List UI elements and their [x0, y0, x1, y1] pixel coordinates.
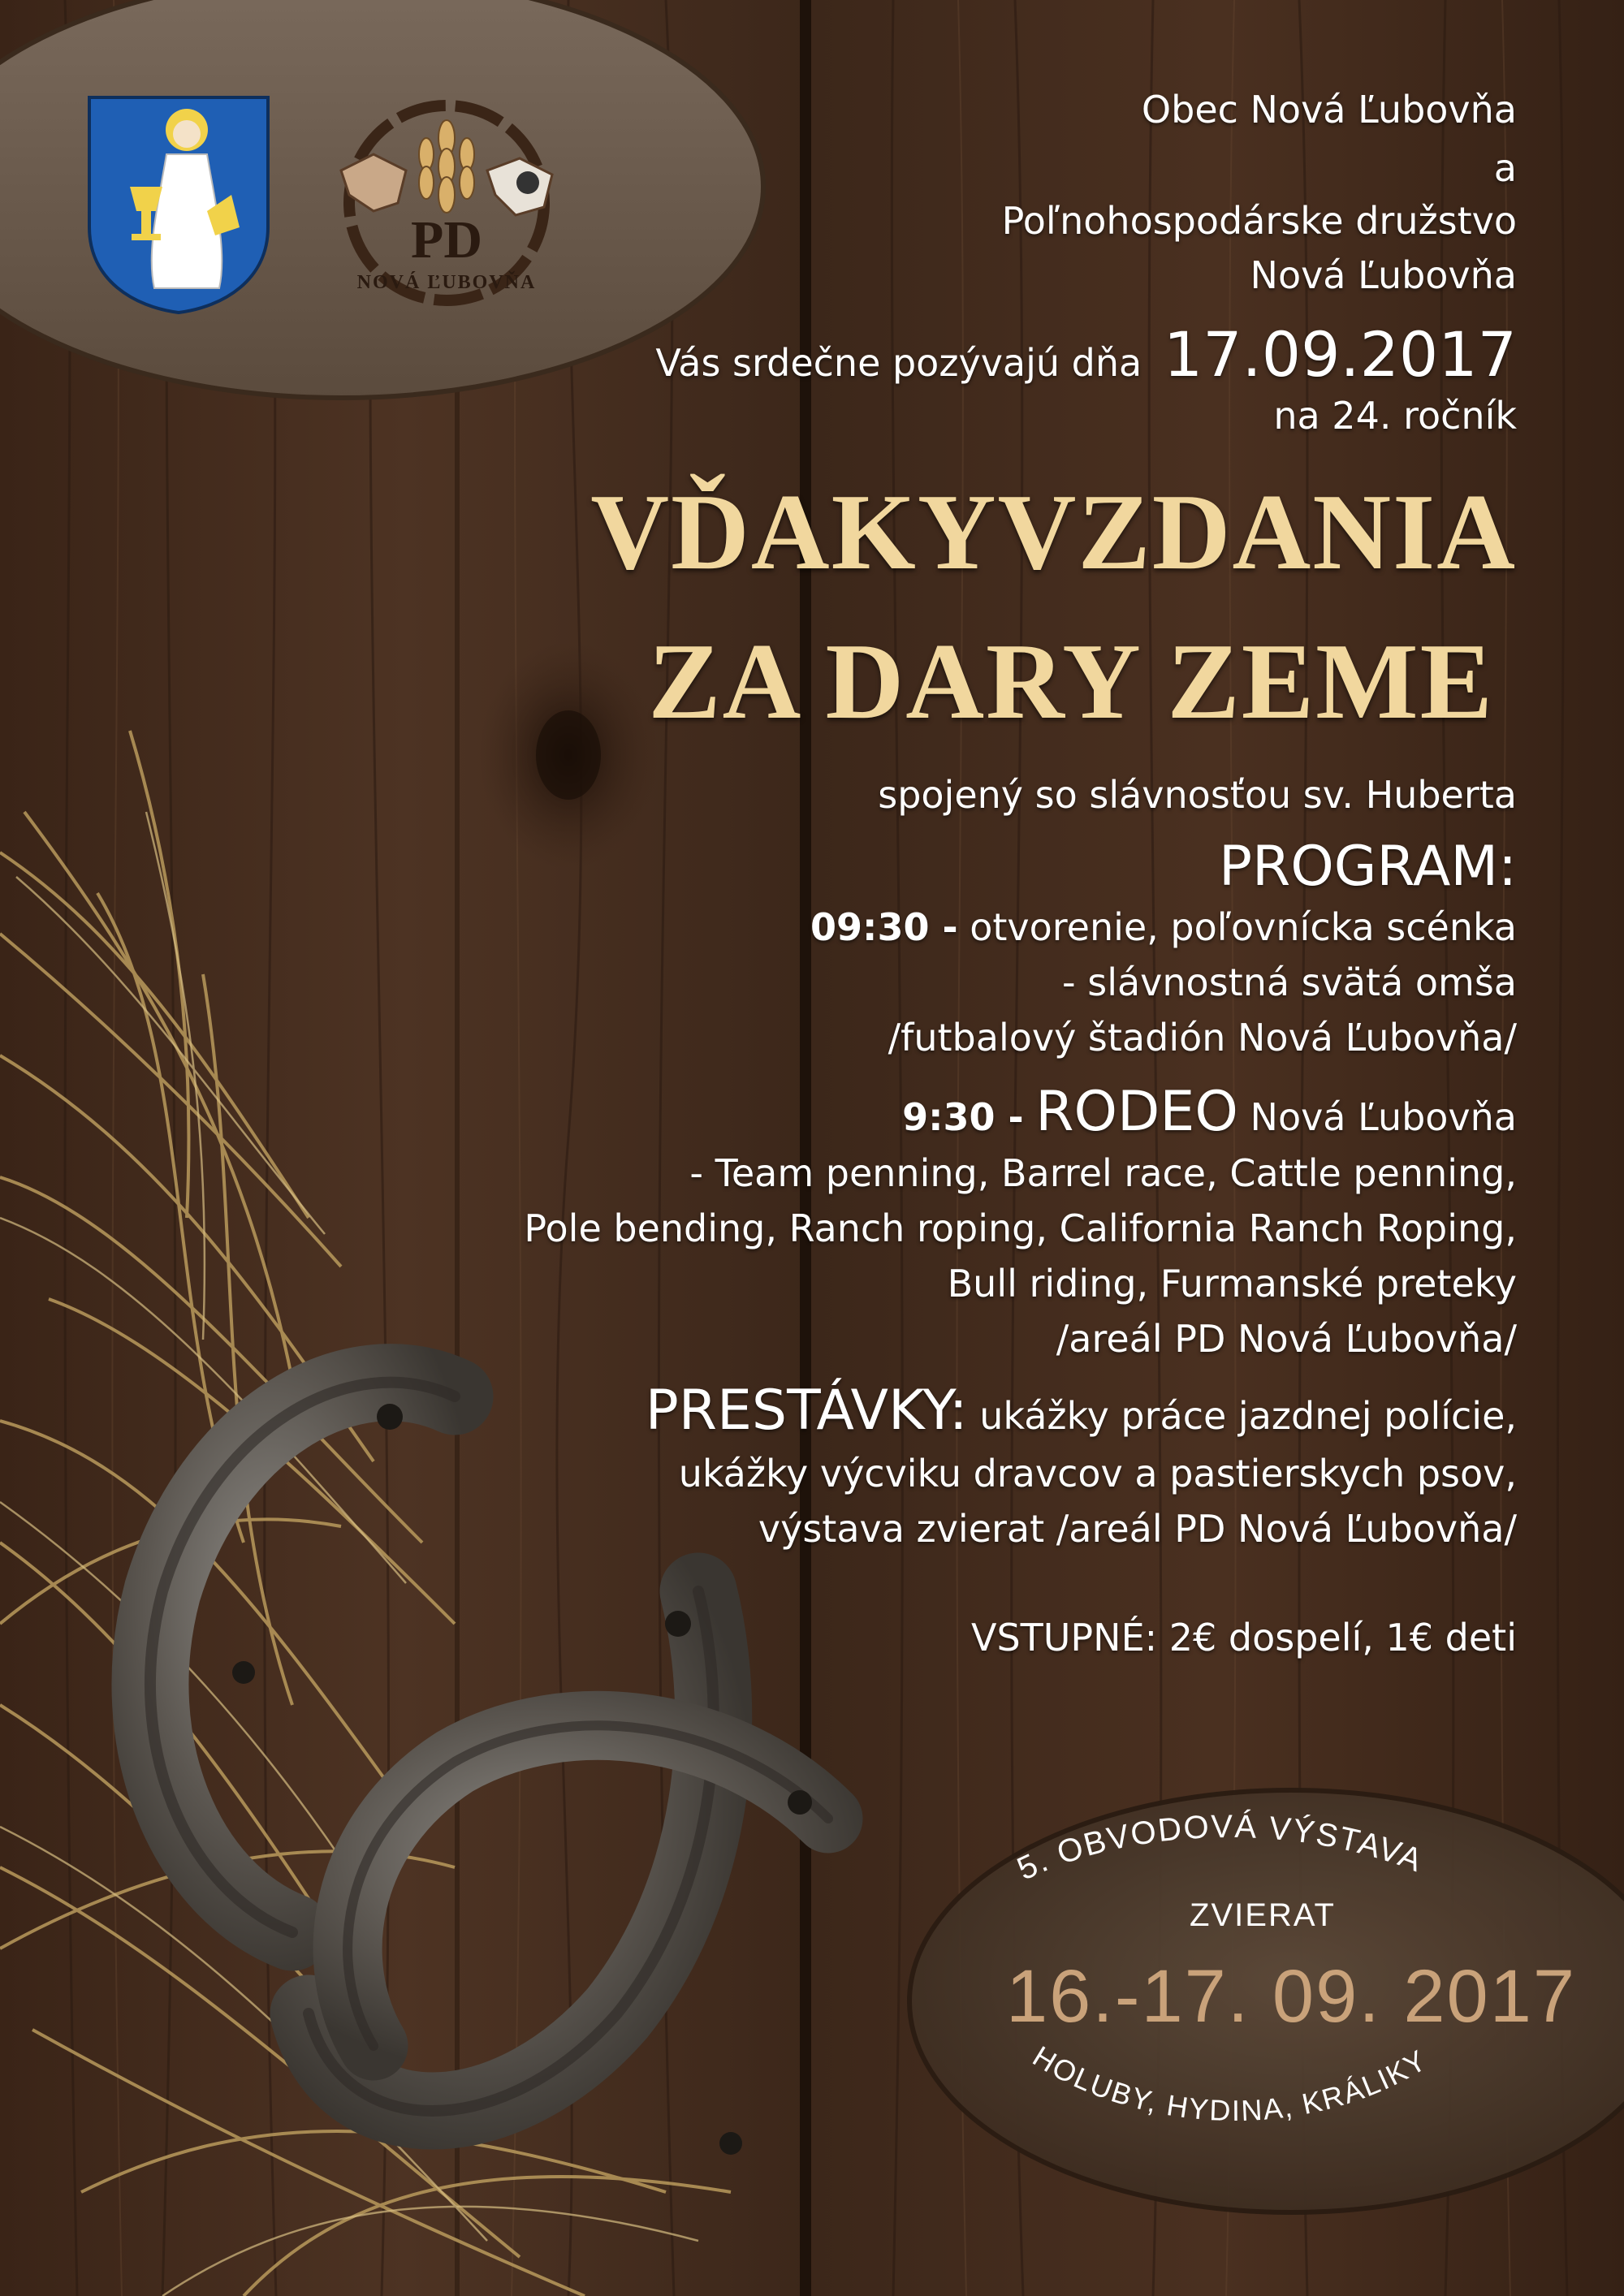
program-item2-line3: Pole bending, Ranch roping, California Ranch Roping,: [524, 1206, 1517, 1250]
subtitle: spojený so slávnosťou sv. Huberta: [878, 773, 1517, 817]
program-item2-time: 9:30 -: [902, 1095, 1024, 1139]
program-item1-line2: - slávnostná svätá omša: [1062, 960, 1517, 1004]
program-item2-word: RODEO: [1035, 1080, 1238, 1144]
breaks-line2: ukážky výcviku dravcov a pastierskych psov,: [678, 1452, 1517, 1495]
pd-logo-name: NOVÁ ĽUBOVŇA: [356, 272, 537, 293]
program-item2-place: /areál PD Nová Ľubovňa/: [1056, 1317, 1517, 1361]
program-item1-time: 09:30 -: [810, 905, 958, 949]
exhibition-title-line1: 5. OBVODOVÁ VÝSTAVA: [1012, 1808, 1428, 1888]
admission-fee: VSTUPNÉ: 2€ dospelí, 1€ deti: [970, 1616, 1517, 1659]
pd-logo-letters: PD: [411, 210, 482, 270]
exhibition-dates: 16.-17. 09. 2017: [1005, 1955, 1577, 2038]
exhibition-animals: HOLUBY, HYDINA, KRÁLIKY: [1026, 2039, 1433, 2128]
program-item2-line4: Bull riding, Furmanské preteky: [947, 1262, 1517, 1306]
program-heading: PROGRAM:: [1218, 835, 1517, 899]
main-title-line1: VĎAKYVZDANIA: [590, 472, 1517, 592]
organizer-municipality: Obec Nová Ľubovňa: [1141, 88, 1517, 132]
edition-line: na 24. ročník: [1273, 394, 1517, 438]
breaks-text1: ukážky práce jazdnej polície,: [979, 1394, 1517, 1438]
event-date: 17.09.2017: [1163, 318, 1517, 391]
breaks-heading: PRESTÁVKY:: [645, 1379, 968, 1443]
organizer-cooperative: Poľnohospodárske družstvo: [1001, 199, 1517, 243]
organizer-cooperative-town: Nová Ľubovňa: [1250, 253, 1517, 297]
organizer-conjunction: a: [1493, 146, 1517, 190]
program-item1-place: /futbalový štadión Nová Ľubovňa/: [888, 1016, 1517, 1060]
program-item2-line2: - Team penning, Barrel race, Cattle penning,: [689, 1151, 1517, 1195]
invitation-text: Vás srdečne pozývajú dňa: [655, 341, 1142, 385]
exhibition-title-line2: ZVIERAT: [1190, 1897, 1336, 1933]
program-item2-text: Nová Ľubovňa: [1250, 1095, 1517, 1139]
program-item1-text: otvorenie, poľovnícka scénka: [970, 905, 1517, 949]
main-title-line2: ZA DARY ZEME: [648, 621, 1494, 741]
breaks-line3: výstava zvierat /areál PD Nová Ľubovňa/: [758, 1507, 1517, 1551]
